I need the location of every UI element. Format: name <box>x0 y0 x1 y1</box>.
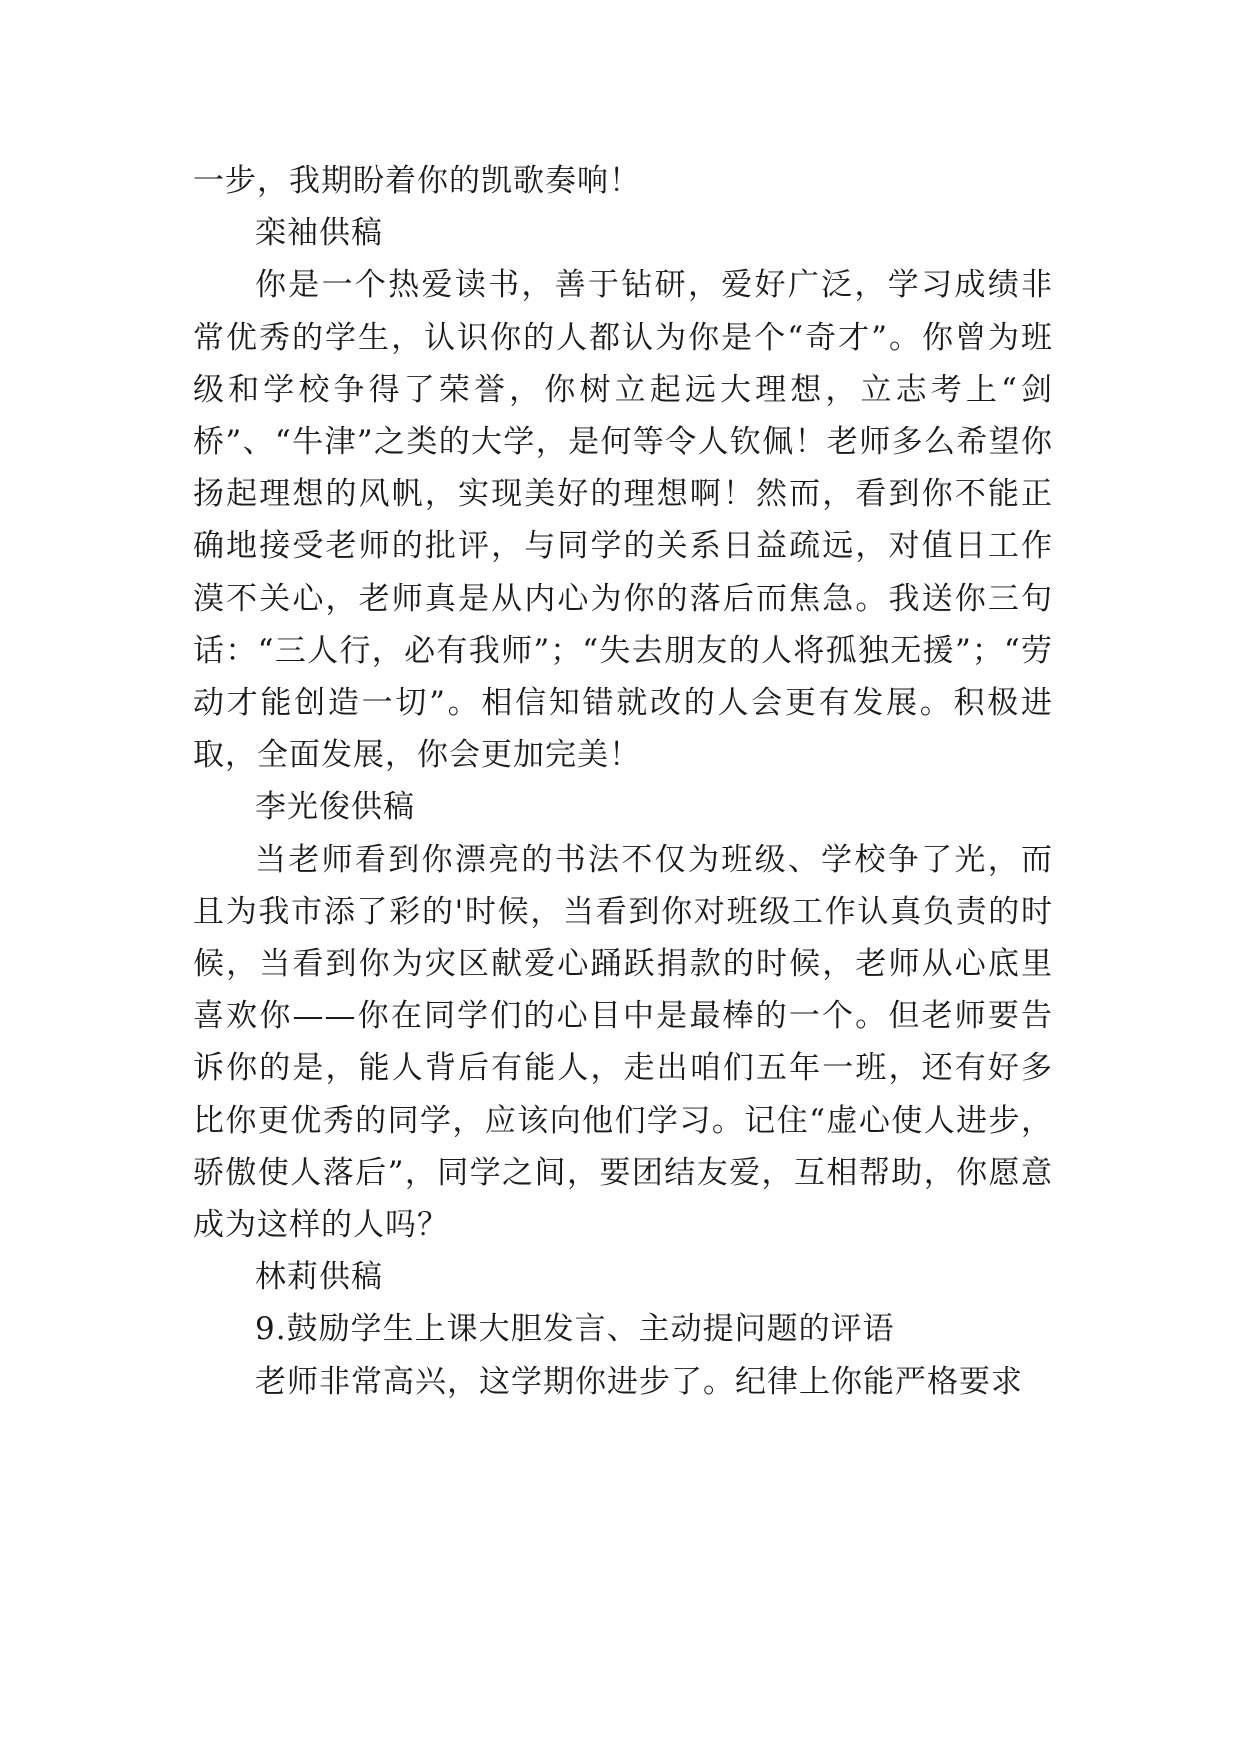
comment-paragraph: 当老师看到你漂亮的书法不仅为班级、学校争了光，而且为我市添了彩的'时候，当看到你对班级工作认真负责的时候，当看到你为灾区献爱心踊跃捐款的时候，老师从心底里喜欢你——你在同学们的心目中是最棒的一个。但老师要告诉你的是，能人背后有能人，走出咱们五年一班，还有好多比你更优秀的同学，应该向他们学习。记住“虚心使人进步，骄傲使人落后”，同学之间，要团结友爱，互相帮助，你愿意成为这样的人吗？ <box>193 841 1053 1244</box>
document-body <box>193 155 1053 1408</box>
comment-paragraph: 老师非常高兴，这学期你进步了。纪律上你能严格要求 <box>255 1363 1023 1400</box>
contributor-credit: 林莉供稿 <box>255 1259 383 1296</box>
contributor-credit: 李光俊供稿 <box>255 789 415 826</box>
comment-paragraph: 你是一个热爱读书，善于钻研，爱好广泛，学习成绩非常优秀的学生，认识你的人都认为你是个“奇才”。你曾为班级和学校争得了荣誉，你树立起远大理想，立志考上“剑桥”、“牛津”之类的大学，是何等令人钦佩！老师多么希望你扬起理想的风帆，实现美好的理想啊！然而，看到你不能正确地接受老师的批评，与同学的关系日益疏远，对值日工作漠不关心，老师真是从内心为你的落后而焦急。我送你三句话：“三人行，必有我师”；“失去朋友的人将孤独无援”；“劳动才能创造一切”。相信知错就改的人会更有发展。积极进取，全面发展，你会更加完美！ <box>193 267 1053 774</box>
section-heading: 9.鼓励学生上课大胆发言、主动提问题的评语 <box>255 1311 895 1348</box>
paragraph-continuation: 一步，我期盼着你的凯歌奏响！ <box>193 163 641 199</box>
contributor-credit: 栾袖供稿 <box>255 215 383 252</box>
